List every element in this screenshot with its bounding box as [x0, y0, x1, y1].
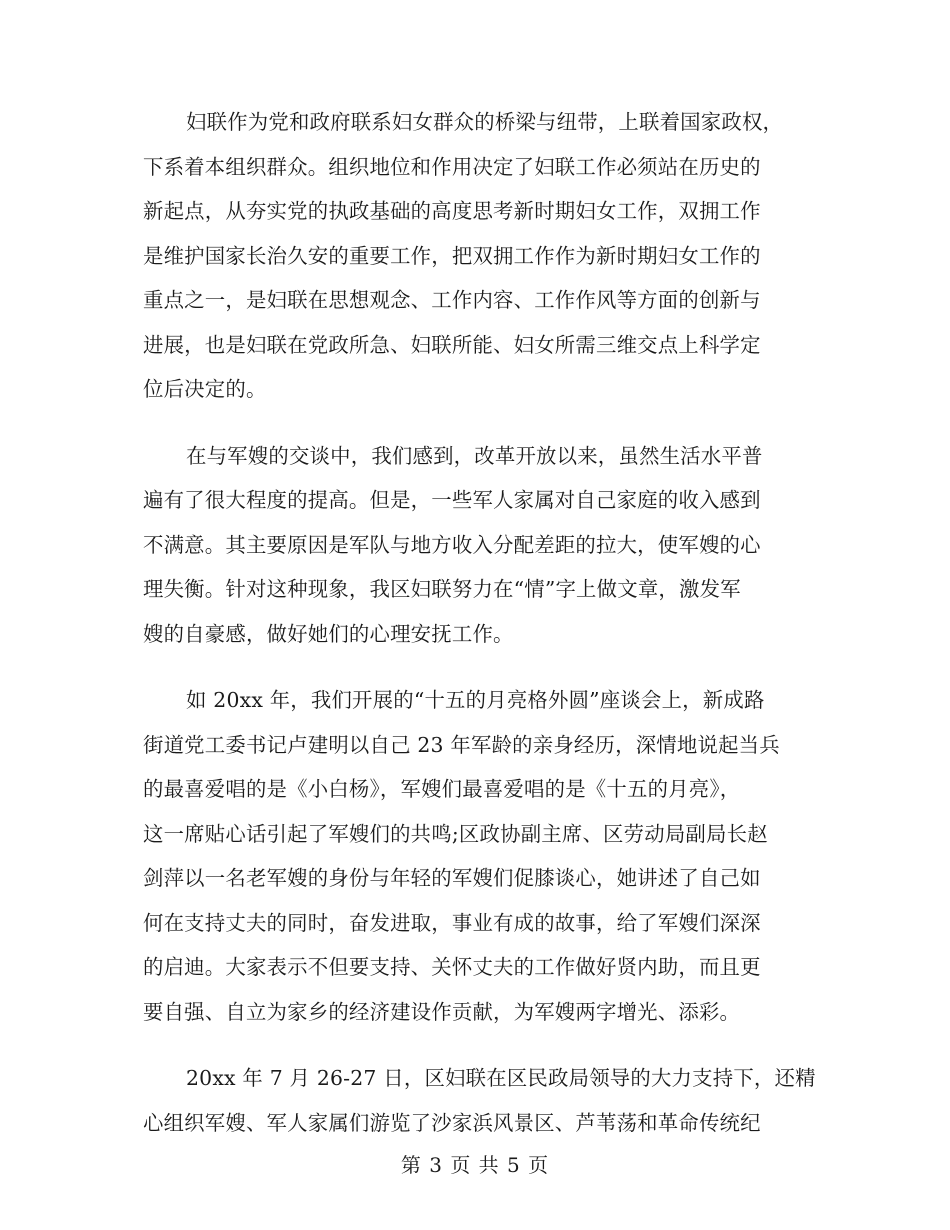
text-line: 嫂的自豪感，做好她们的心理安抚工作。 [143, 621, 514, 646]
page-number-footer: 第 3 页 共 5 页 [400, 1153, 550, 1177]
document-body [143, 100, 816, 1167]
text-line: 20xx 年 7 月 26-27 日，区妇联在区民政局领导的大力支持下，还精 [186, 1066, 816, 1090]
paragraph-4 [143, 1056, 816, 1145]
text-line: 是维护国家长治久安的重要工作，把双拥工作作为新时期妇女工作的 [143, 243, 761, 268]
text-line: 何在支持丈夫的同时，奋发进取，事业有成的故事，给了军嫂们深深 [143, 910, 761, 935]
text-line: 剑萍以一名老军嫂的身份与年轻的军嫂们促膝谈心，她讲述了自己如 [143, 866, 761, 890]
paragraph-2 [143, 434, 803, 657]
text-line: 心组织军嫂、军人家属们游览了沙家浜风景区、芦苇荡和革命传统纪 [143, 1110, 761, 1135]
text-line: 新起点，从夯实党的执政基础的高度思考新时期妇女工作，双拥工作 [143, 199, 761, 223]
text-line: 重点之一，是妇联在思想观念、工作内容、工作作风等方面的创新与 [143, 288, 761, 312]
paragraph-3 [143, 678, 803, 1034]
text-line: 进展，也是妇联在党政所急、妇联所能、妇女所需三维交点上科学定 [143, 332, 761, 357]
text-line: 遍有了很大程度的提高。但是，一些军人家属对自己家庭的收入感到 [143, 488, 761, 512]
text-line: 的启迪。大家表示不但要支持、关怀丈夫的工作做好贤内助，而且更 [143, 955, 761, 979]
text-line: 街道党工委书记卢建明以自己 23 年军龄的亲身经历，深情地说起当兵 [143, 732, 780, 757]
paragraph-1 [143, 100, 803, 412]
text-line: 不满意。其主要原因是军队与地方收入分配差距的拉大，使军嫂的心 [143, 532, 761, 557]
text-line: 如 20xx 年，我们开展的“十五的月亮格外圆”座谈会上，新成路 [186, 688, 765, 712]
text-line: 下系着本组织群众。组织地位和作用决定了妇联工作必须站在历史的 [143, 154, 761, 179]
text-line: 位后决定的。 [143, 377, 267, 401]
text-line: 理失衡。针对这种现象，我区妇联努力在“情”字上做文章，激发军 [143, 577, 741, 601]
text-line: 妇联作为党和政府联系妇女群众的桥梁与纽带，上联着国家政权， [186, 110, 784, 134]
text-line: 的最喜爱唱的是《小白杨》，军嫂们最喜爱唱的是《十五的月亮》， [143, 777, 741, 801]
text-line: 在与军嫂的交谈中，我们感到，改革开放以来，虽然生活水平普 [186, 443, 763, 468]
text-line: 要自强、自立为家乡的经济建设作贡献，为军嫂两字增光、添彩。 [143, 999, 741, 1024]
text-line: 这一席贴心话引起了军嫂们的共鸣;区政协副主席、区劳动局副局长赵 [143, 821, 768, 846]
